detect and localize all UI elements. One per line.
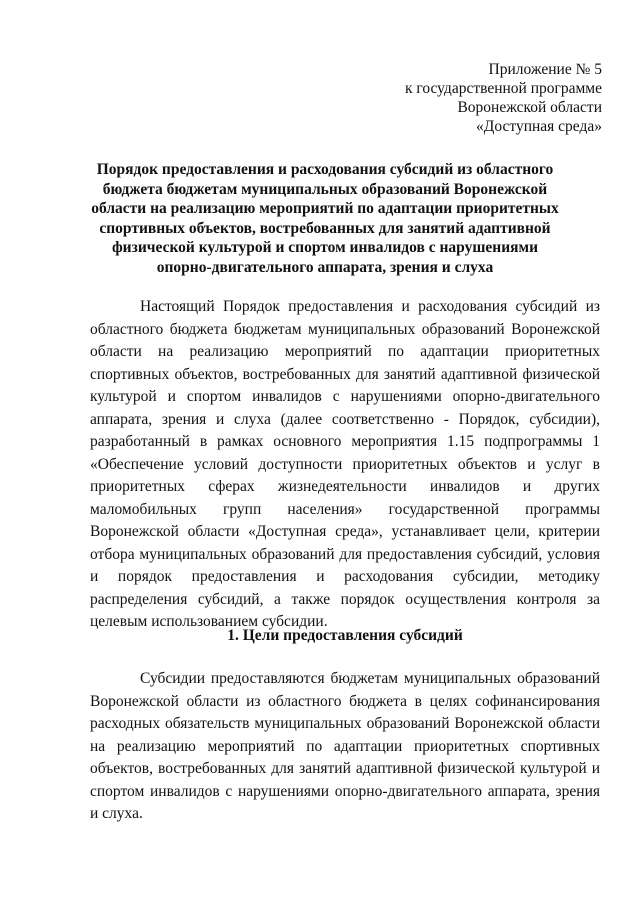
section-1-heading: 1. Цели предоставления субсидий: [227, 627, 463, 644]
appendix-number: Приложение № 5: [488, 61, 602, 78]
appendix-program-name: «Доступная среда»: [476, 118, 602, 135]
document-title: Порядок предоставления и расходования субсидий из областного бюджета бюджетам муниципальных образований Воронежской области на реализацию мероприятий по адаптации приоритетных спортивных объектов, востребованных для занятий адаптивной физической культурой и спортом инвалидов с нарушениями опорно-двигательного аппарата, зрения и слуха: [91, 161, 559, 276]
intro-paragraph: Настоящий Порядок предоставления и расходования субсидий из областного бюджета бюджетам муниципальных образований Воронежской области на реализацию мероприятий по адаптации приоритетных спортивных объектов, востребованных для занятий адаптивной физической культурой и спортом инвалидов с нарушениями опорно-двигательного аппарата, зрения и слуха (далее соответственно - Порядок, субсидии), разработанный в рамках основного мероприятия 1.15 подпрограммы 1 «Обеспечение условий доступности приоритетных объектов и услуг в приоритетных сферах жизнедеятельности инвалидов и других маломобильных групп населения» государственной программы Воронежской области «Доступная среда», устанавливает цели, критерии отбора муниципальных образований для предоставления субсидий, условия и порядок предоставления и расходования субсидии, методику распределения субсидий, а также порядок осуществления контроля за целевым использованием субсидии.: [90, 298, 600, 630]
appendix-reference: [302, 60, 602, 136]
section-1-paragraph: Субсидии предоставляются бюджетам муниципальных образований Воронежской области из областного бюджета в целях софинансирования расходных обязательств муниципальных образований Воронежской области на реализацию мероприятий по адаптации приоритетных спортивных объектов, востребованных для занятий адаптивной физической культурой и спортом инвалидов с нарушениями опорно-двигательного аппарата, зрения и слуха.: [90, 670, 600, 822]
appendix-program: к государственной программе: [404, 80, 602, 97]
appendix-region: Воронежской области: [457, 99, 602, 116]
